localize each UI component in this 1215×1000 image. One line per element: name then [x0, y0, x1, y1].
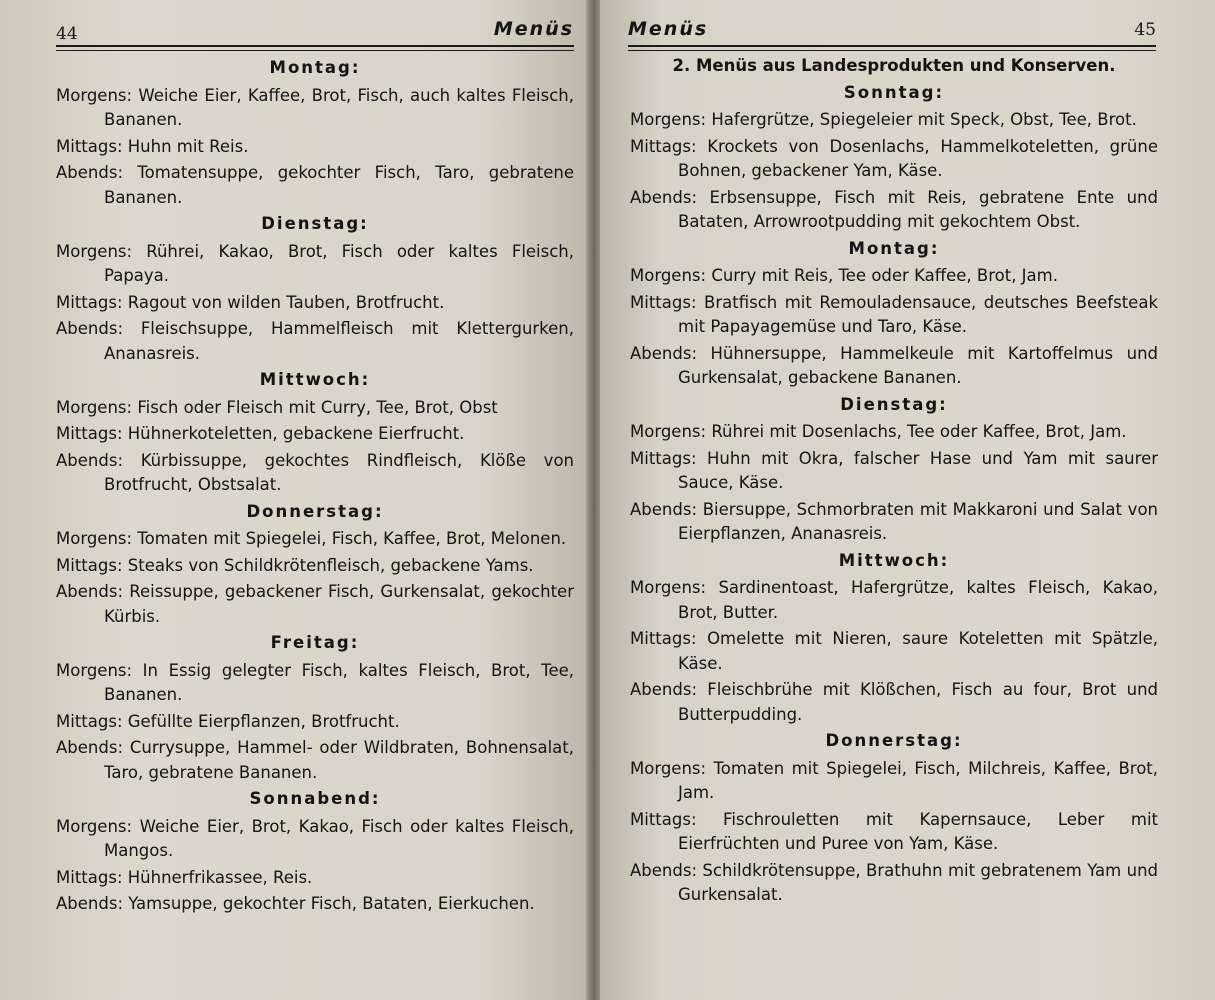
header-rule — [56, 45, 574, 47]
meal-entry — [56, 710, 574, 735]
meal-text: Krockets von Dosenlachs, Hammelkoteletten, grüne Bohnen, gebackener Yam, Käse. — [678, 136, 1158, 180]
meal-label: Abends: — [56, 738, 123, 757]
day-heading: Mittwoch: — [838, 550, 950, 570]
meal-text: Hühnerfrikassee, Reis. — [127, 867, 313, 887]
day-heading: Sonnabend: — [249, 789, 381, 808]
meal-text: Fleischbrühe mit Klößchen, Fisch au four, Brot und Butterpudding. — [678, 680, 1159, 724]
meal-entry — [56, 449, 574, 498]
day-heading: Dienstag: — [840, 394, 948, 414]
meal-entry — [56, 580, 574, 629]
meal-label: Mittags: — [56, 711, 123, 731]
meal-label: Abends: — [630, 499, 697, 519]
meal-text: Schildkrötensuppe, Brathuhn mit gebratenem Yam und Gurkensalat. — [678, 860, 1159, 904]
running-head: Menüs — [493, 18, 574, 40]
meal-label: Abends: — [630, 187, 697, 207]
meal-entry — [630, 264, 1158, 289]
meal-text: Biersuppe, Schmorbraten mit Makkaroni und Salat von Eierpflanzen, Ananasreis. — [678, 499, 1159, 543]
meal-text: Sardinentoast, Hafergrütze, kaltes Fleisch, Kakao, Brot, Butter. — [678, 578, 1158, 622]
meal-label: Mittags: — [630, 629, 697, 648]
meal-text: Hafergrütze, Spiegeleier mit Speck, Obst, Tee, Brot. — [711, 110, 1137, 129]
meal-text: Rührei, Kakao, Brot, Fisch oder kaltes Fleisch, Papaya. — [104, 241, 575, 285]
page-number: 44 — [56, 24, 78, 44]
meal-entry — [630, 291, 1158, 340]
meal-label: Abends: — [56, 163, 123, 182]
meal-label: Mittags: — [630, 136, 697, 156]
meal-entry — [56, 161, 574, 210]
meal-text: Tomaten mit Spiegelei, Fisch, Milchreis, Kaffee, Brot, Jam. — [678, 758, 1158, 802]
day-heading: Montag: — [848, 238, 940, 258]
meal-entry — [56, 291, 574, 316]
meal-label: Abends: — [56, 319, 123, 338]
meal-label: Abends: — [56, 450, 123, 470]
meal-label: Morgens: — [56, 397, 133, 417]
meal-label: Morgens: — [56, 85, 133, 105]
meal-label: Morgens: — [56, 816, 133, 836]
header-rule — [628, 50, 1156, 51]
meal-text: Reissuppe, gebackener Fisch, Gurkensalat, gekochter Kürbis. — [104, 582, 574, 626]
meal-label: Morgens: — [630, 758, 707, 778]
meal-entry — [56, 554, 574, 579]
meal-label: Morgens: — [630, 110, 707, 129]
page-number: 45 — [1134, 20, 1156, 40]
meal-label: Mittags: — [56, 867, 123, 887]
meal-entry — [630, 627, 1158, 676]
meal-text: Omelette mit Nieren, saure Koteletten mit Spätzle, Käse. — [678, 629, 1158, 673]
meal-text: Huhn mit Okra, falscher Hase und Yam mit saurer Sauce, Käse. — [678, 448, 1158, 492]
day-heading: Dienstag: — [261, 214, 369, 233]
meal-label: Morgens: — [630, 422, 707, 441]
meal-text: Tomatensuppe, gekochter Fisch, Taro, gebratene Bananen. — [104, 163, 574, 207]
meal-text: Tomaten mit Spiegelei, Fisch, Kaffee, Brot, Melonen. — [137, 529, 567, 548]
header-rule — [56, 50, 574, 51]
meal-text: Erbsensuppe, Fisch mit Reis, gebratene Ente und Bataten, Arrowrootpudding mit gekochtem Obst. — [678, 187, 1158, 231]
meal-text: Huhn mit Reis. — [127, 136, 249, 156]
meal-entry — [630, 678, 1158, 727]
left-page — [0, 0, 588, 1000]
right-page-header — [628, 14, 1156, 48]
meal-label: Mittags: — [630, 292, 697, 312]
meal-label: Abends: — [630, 860, 697, 880]
meal-text: Bratfisch mit Remouladensauce, deutsches Beefsteak mit Papayagemüse und Taro, Käse. — [678, 292, 1159, 336]
meal-entry — [56, 736, 574, 785]
meal-entry — [56, 317, 574, 366]
meal-text: Currysuppe, Hammel- oder Wildbraten, Bohnensalat, Taro, gebratene Bananen. — [104, 738, 574, 782]
meal-label: Abends: — [56, 894, 123, 913]
meal-label: Mittags: — [630, 809, 697, 829]
meal-label: Mittags: — [56, 424, 123, 443]
right-page-text — [630, 54, 1158, 910]
meal-label: Mittags: — [56, 136, 123, 156]
meal-text: Hühnerkoteletten, gebackene Eierfrucht. — [127, 424, 465, 443]
meal-label: Mittags: — [56, 555, 123, 575]
running-head: Menüs — [628, 18, 709, 40]
meal-text: Gefüllte Eierpflanzen, Brotfrucht. — [127, 711, 400, 731]
section-title: 2. Menüs aus Landesprodukten und Konserven. — [672, 56, 1116, 75]
meal-entry — [630, 135, 1158, 184]
meal-entry — [630, 447, 1158, 496]
meal-text: Rührei mit Dosenlachs, Tee oder Kaffee, Brot, Jam. — [711, 422, 1127, 441]
meal-text: Fischrouletten mit Kapernsauce, Leber mit Eierfrüchten und Puree von Yam, Käse. — [678, 809, 1159, 853]
meal-label: Morgens: — [630, 266, 707, 285]
meal-entry — [630, 757, 1158, 806]
meal-label: Morgens: — [56, 660, 133, 680]
meal-entry — [630, 342, 1158, 391]
meal-entry — [56, 527, 574, 552]
meal-label: Morgens: — [56, 529, 133, 548]
meal-entry — [630, 576, 1158, 625]
right-page — [600, 0, 1215, 1000]
header-rule — [628, 45, 1156, 47]
meal-entry — [56, 892, 574, 917]
meal-label: Mittags: — [56, 292, 123, 312]
day-heading: Mittwoch: — [259, 370, 371, 389]
left-page-header — [56, 14, 574, 48]
meal-text: Weiche Eier, Brot, Kakao, Fisch oder kaltes Fleisch, Mangos. — [104, 816, 574, 860]
meal-entry — [56, 135, 574, 160]
meal-entry — [56, 659, 574, 708]
meal-text: Fleischsuppe, Hammelfleisch mit Klettergurken, Ananasreis. — [104, 319, 575, 363]
meal-text: Hühnersuppe, Hammelkeule mit Kartoffelmus und Gurkensalat, gebackene Bananen. — [678, 343, 1159, 387]
day-heading: Freitag: — [270, 633, 360, 652]
meal-text: Yamsuppe, gekochter Fisch, Bataten, Eierkuchen. — [128, 894, 535, 913]
meal-text: Weiche Eier, Kaffee, Brot, Fisch, auch kaltes Fleisch, Bananen. — [104, 85, 574, 129]
meal-entry — [56, 240, 574, 289]
meal-entry — [630, 808, 1158, 857]
meal-entry — [630, 186, 1158, 235]
meal-entry — [630, 108, 1158, 133]
meal-text: Ragout von wilden Tauben, Brotfrucht. — [127, 292, 445, 312]
meal-label: Abends: — [630, 680, 697, 699]
meal-text: Curry mit Reis, Tee oder Kaffee, Brot, Jam. — [711, 266, 1058, 285]
meal-text: Steaks von Schildkrötenfleisch, gebackene Yams. — [127, 555, 534, 575]
meal-entry — [56, 815, 574, 864]
left-page-text — [56, 54, 574, 919]
day-heading: Donnerstag: — [825, 731, 963, 750]
meal-entry — [56, 422, 574, 447]
meal-entry — [630, 420, 1158, 445]
meal-text: In Essig gelegter Fisch, kaltes Fleisch, Brot, Tee, Bananen. — [104, 660, 574, 704]
day-heading: Sonntag: — [843, 82, 945, 102]
meal-entry — [56, 396, 574, 421]
meal-text: Kürbissuppe, gekochtes Rindfleisch, Klöße von Brotfrucht, Obstsalat. — [104, 450, 574, 494]
meal-entry — [56, 84, 574, 133]
meal-label: Morgens: — [56, 241, 133, 261]
meal-label: Abends: — [56, 582, 123, 601]
meal-entry — [630, 859, 1158, 908]
meal-text: Fisch oder Fleisch mit Curry, Tee, Brot, Obst — [137, 397, 498, 417]
meal-label: Abends: — [630, 343, 697, 363]
meal-entry — [630, 498, 1158, 547]
day-heading: Donnerstag: — [246, 501, 384, 521]
meal-label: Morgens: — [630, 578, 707, 597]
meal-label: Mittags: — [630, 448, 697, 468]
meal-entry — [56, 866, 574, 891]
day-heading: Montag: — [269, 58, 361, 77]
